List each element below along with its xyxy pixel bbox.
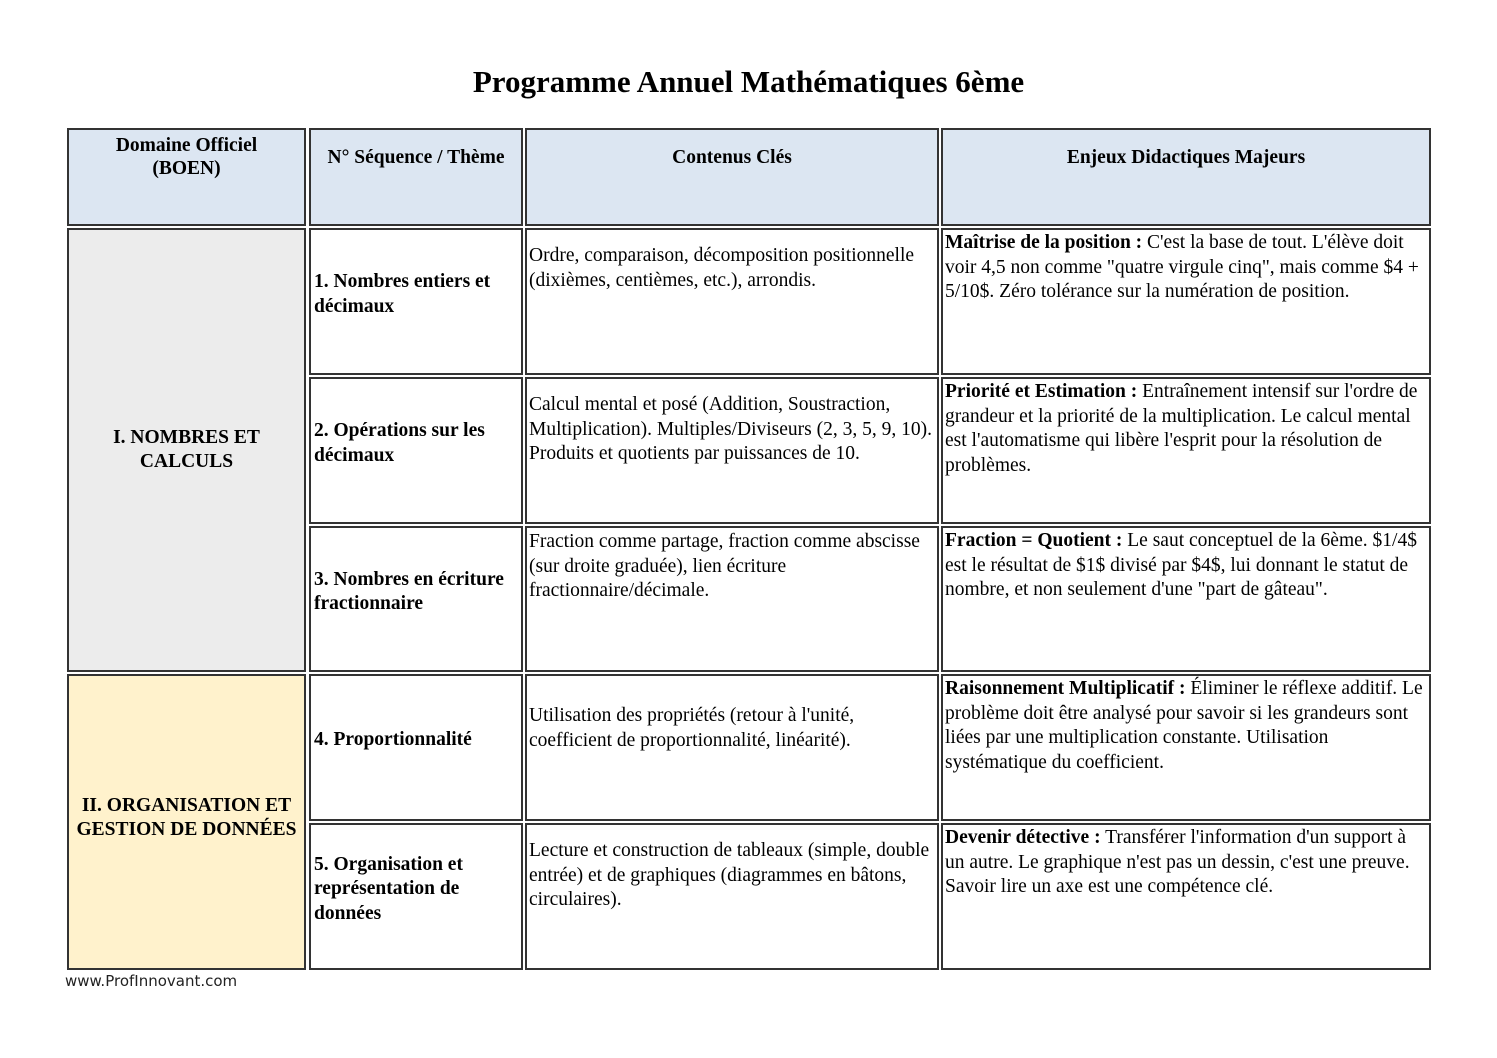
contents-cell [525, 823, 939, 970]
contents-text: Ordre, comparaison, décomposition positionnelle (dixièmes, centièmes, etc.), arrondis. [529, 245, 915, 291]
stakes-title: Fraction = Quotient : [945, 530, 1123, 551]
contents-text: Calcul mental et posé (Addition, Soustraction, Multiplication). Multiples/Diviseurs (2, 3, 5, 9, 10). Produits et quotients par puissances de 10. [529, 394, 932, 464]
domain-label: II. ORGANISATION ET GESTION DE DONNÉES [76, 794, 297, 840]
header-contents [525, 128, 939, 226]
sequence-cell [309, 377, 523, 524]
page-title: Programme Annuel Mathématiques 6ème [472, 64, 1025, 99]
header-stakes [941, 128, 1431, 226]
header-domain-label: Domaine Officiel (BOEN) [115, 135, 258, 179]
domain-cell-organisation-donnees [67, 674, 306, 970]
header-stakes-label: Enjeux Didactiques Majeurs [1066, 147, 1306, 168]
stakes-text: Transférer l'information d'un support à un autre. Le graphique n'est pas un dessin, c'est une preuve. Savoir lire un axe est une compétence clé. [945, 827, 1410, 897]
stakes-cell [941, 823, 1431, 970]
contents-cell [525, 674, 939, 821]
header-sequence [309, 128, 523, 226]
contents-text: Fraction comme partage, fraction comme abscisse (sur droite graduée), lien écriture fractionnaire/décimale. [529, 531, 920, 601]
sequence-label: 4. Proportionnalité [314, 729, 472, 751]
stakes-title: Priorité et Estimation : [945, 381, 1138, 402]
header-contents-label: Contenus Clés [672, 147, 792, 168]
contents-cell [525, 526, 939, 672]
sequence-cell [309, 674, 523, 821]
contents-cell [525, 377, 939, 524]
header-sequence-label: N° Séquence / Thème [327, 147, 505, 168]
stakes-title: Maîtrise de la position : [945, 232, 1143, 253]
stakes-text: Entraînement intensif sur l'ordre de grandeur et la priorité de la multiplication. Le calcul mental est l'automatisme qui libère l'esprit pour la résolution de problèmes. [945, 381, 1418, 476]
stakes-text: Éliminer le réflexe additif. Le problème doit être analysé pour savoir si les grandeurs sont liées par une multiplication constante. Utilisation systématique du coefficient. [945, 678, 1423, 773]
stakes-cell [941, 228, 1431, 375]
sequence-label: 1. Nombres entiers et décimaux [314, 271, 491, 317]
sequence-label: 2. Opérations sur les décimaux [314, 420, 485, 466]
sequence-cell [309, 526, 523, 672]
stakes-cell [941, 674, 1431, 821]
footer-website: www.ProfInnovant.com [65, 972, 238, 990]
sequence-label: 3. Nombres en écriture fractionnaire [314, 568, 504, 614]
stakes-title: Raisonnement Multiplicatif : [945, 678, 1186, 699]
stakes-cell [941, 377, 1431, 524]
contents-text: Utilisation des propriétés (retour à l'unité, coefficient de proportionnalité, linéarité). [529, 705, 855, 751]
sequence-cell [309, 228, 523, 375]
sequence-label: 5. Organisation et représentation de données [314, 853, 463, 924]
stakes-text: Le saut conceptuel de la 6ème. $1/4$ est le résultat de $1$ divisé par $4$, lui donnant le statut de nombre, et non seulement d'une "part de gâteau". [945, 530, 1417, 600]
stakes-cell [941, 526, 1431, 672]
domain-cell-nombres-calculs [67, 228, 306, 672]
stakes-text: C'est la base de tout. L'élève doit voir 4,5 non comme "quatre virgule cinq", mais comme $4 + 5/10$. Zéro tolérance sur la numération de position. [945, 232, 1419, 302]
contents-cell [525, 228, 939, 375]
header-domain [67, 128, 306, 226]
sequence-cell [309, 823, 523, 970]
stakes-title: Devenir détective : [945, 827, 1101, 848]
domain-label: I. NOMBRES ET CALCULS [113, 426, 260, 472]
contents-text: Lecture et construction de tableaux (simple, double entrée) et de graphiques (diagrammes en bâtons, circulaires). [529, 840, 930, 910]
